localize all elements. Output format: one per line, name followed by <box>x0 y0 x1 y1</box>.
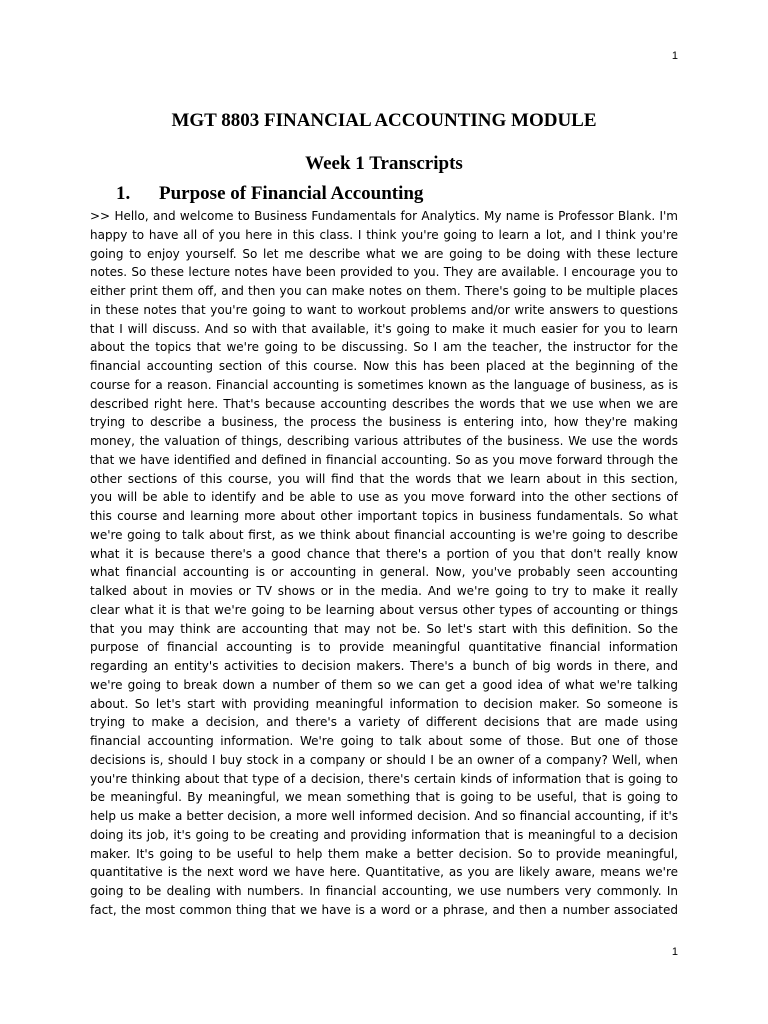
transcript-body <box>90 207 678 920</box>
transcript-line: happy to have all of you here in this class. I think you're going to learn a lot, and I think you're <box>90 227 678 242</box>
transcript-line: going to be dealing with numbers. In financial accounting, we use numbers very commonly. In <box>90 884 678 898</box>
transcript-line: that I will discuss. And so with that available, it's going to make it much easier for you to learn <box>90 321 678 336</box>
transcript-line: course for a reason. Financial accounting is sometimes known as the language of business, as is <box>90 377 678 392</box>
transcript-line: either print them off, and then you can make notes on them. There's going to be multiple places <box>90 284 678 298</box>
section-title: Purpose of Financial Accounting <box>159 183 424 204</box>
section-heading <box>116 183 423 205</box>
document-title: MGT 8803 FINANCIAL ACCOUNTING MODULE <box>171 110 597 131</box>
transcript-line: financial accounting section of this course. Now this has been placed at the beginning of the <box>90 359 678 373</box>
transcript-line: about the topics that we're going to be discussing. So I am the teacher, the instructor for the <box>90 340 678 355</box>
footer-page-number: 1 <box>671 946 678 958</box>
transcript-line: trying to make a decision, and there's a variety of different decisions that are made using <box>90 715 678 730</box>
transcript-line: what financial accounting is or accounting in general. Now, you've probably seen accounting <box>90 565 678 580</box>
transcript-line: you will be able to identify and be able to use as you move forward into the other sections of <box>90 490 678 505</box>
document-subtitle: Week 1 Transcripts <box>305 153 463 174</box>
transcript-line: fact, the most common thing that we have is a word or a phrase, and then a number associated <box>90 902 678 917</box>
transcript-line: money, the valuation of things, describing various attributes of the business. We use the words <box>90 434 678 448</box>
transcript-line: we're going to break down a number of them so we can get a good idea of what we're talking <box>90 677 678 692</box>
transcript-line: talked about in movies or TV shows or in the media. And we're going to try to make it really <box>90 584 678 598</box>
transcript-line: quantitative is the next word we have here. Quantitative, as you are likely aware, means we're <box>90 865 678 880</box>
transcript-line: help us make a better decision, a more well informed decision. And so financial accounting, if it's <box>90 809 678 823</box>
transcript-line: maker. It's going to be useful to help them make a better decision. So to provide meaningful, <box>90 846 678 861</box>
transcript-line: we're going to talk about first, as we think about financial accounting is we're going to describe <box>90 527 678 542</box>
transcript-line: described right here. That's because accounting describes the words that we use when we are <box>90 396 678 411</box>
transcript-line: doing its job, it's going to be creating and providing information that is meaningful to a decision <box>90 827 678 842</box>
transcript-line: about. So let's start with providing meaningful information to decision maker. So someone is <box>90 696 678 711</box>
transcript-line: >> Hello, and welcome to Business Fundamentals for Analytics. My name is Professor Blank. I'm <box>90 209 678 223</box>
transcript-line: this course and learning more about other important topics in business fundamentals. So what <box>90 509 678 523</box>
transcript-line: trying to describe a business, the process the business is entering into, how they're making <box>90 415 678 430</box>
transcript-line: clear what it is that we're going to be learning about versus other types of accounting or things <box>90 602 678 617</box>
transcript-line: decisions is, should I buy stock in a company or should I be an owner of a company? Well, when <box>90 752 678 767</box>
header-page-number: 1 <box>671 50 678 62</box>
transcript-line: that we have identified and defined in financial accounting. So as you move forward through the <box>90 452 678 467</box>
transcript-line: notes. So these lecture notes have been provided to you. They are available. I encourage you to <box>90 265 678 280</box>
transcript-line: you're thinking about that type of a decision, there's certain kinds of information that is going to <box>90 771 678 786</box>
transcript-line: financial accounting information. We're going to talk about some of those. But one of those <box>90 734 678 748</box>
transcript-line: what it is because there's a good chance that there's a portion of you that don't really know <box>90 546 678 561</box>
transcript-line: be meaningful. By meaningful, we mean something that is going to be useful, that is going to <box>90 790 678 805</box>
transcript-line: purpose of financial accounting is to provide meaningful quantitative financial information <box>90 640 678 655</box>
transcript-line: other sections of this course, you will find that the words that we learn about in this section, <box>90 471 678 486</box>
transcript-line: going to enjoy yourself. So let me describe what we are going to be doing with these lecture <box>90 246 678 261</box>
transcript-line: that you may think are accounting that may not be. So let's start with this definition. So the <box>90 621 678 636</box>
transcript-line: regarding an entity's activities to decision makers. There's a bunch of big words in there, and <box>90 659 678 673</box>
section-number: 1. <box>116 183 131 204</box>
transcript-line: in these notes that you're going to want to workout problems and/or write answers to questions <box>90 302 678 317</box>
